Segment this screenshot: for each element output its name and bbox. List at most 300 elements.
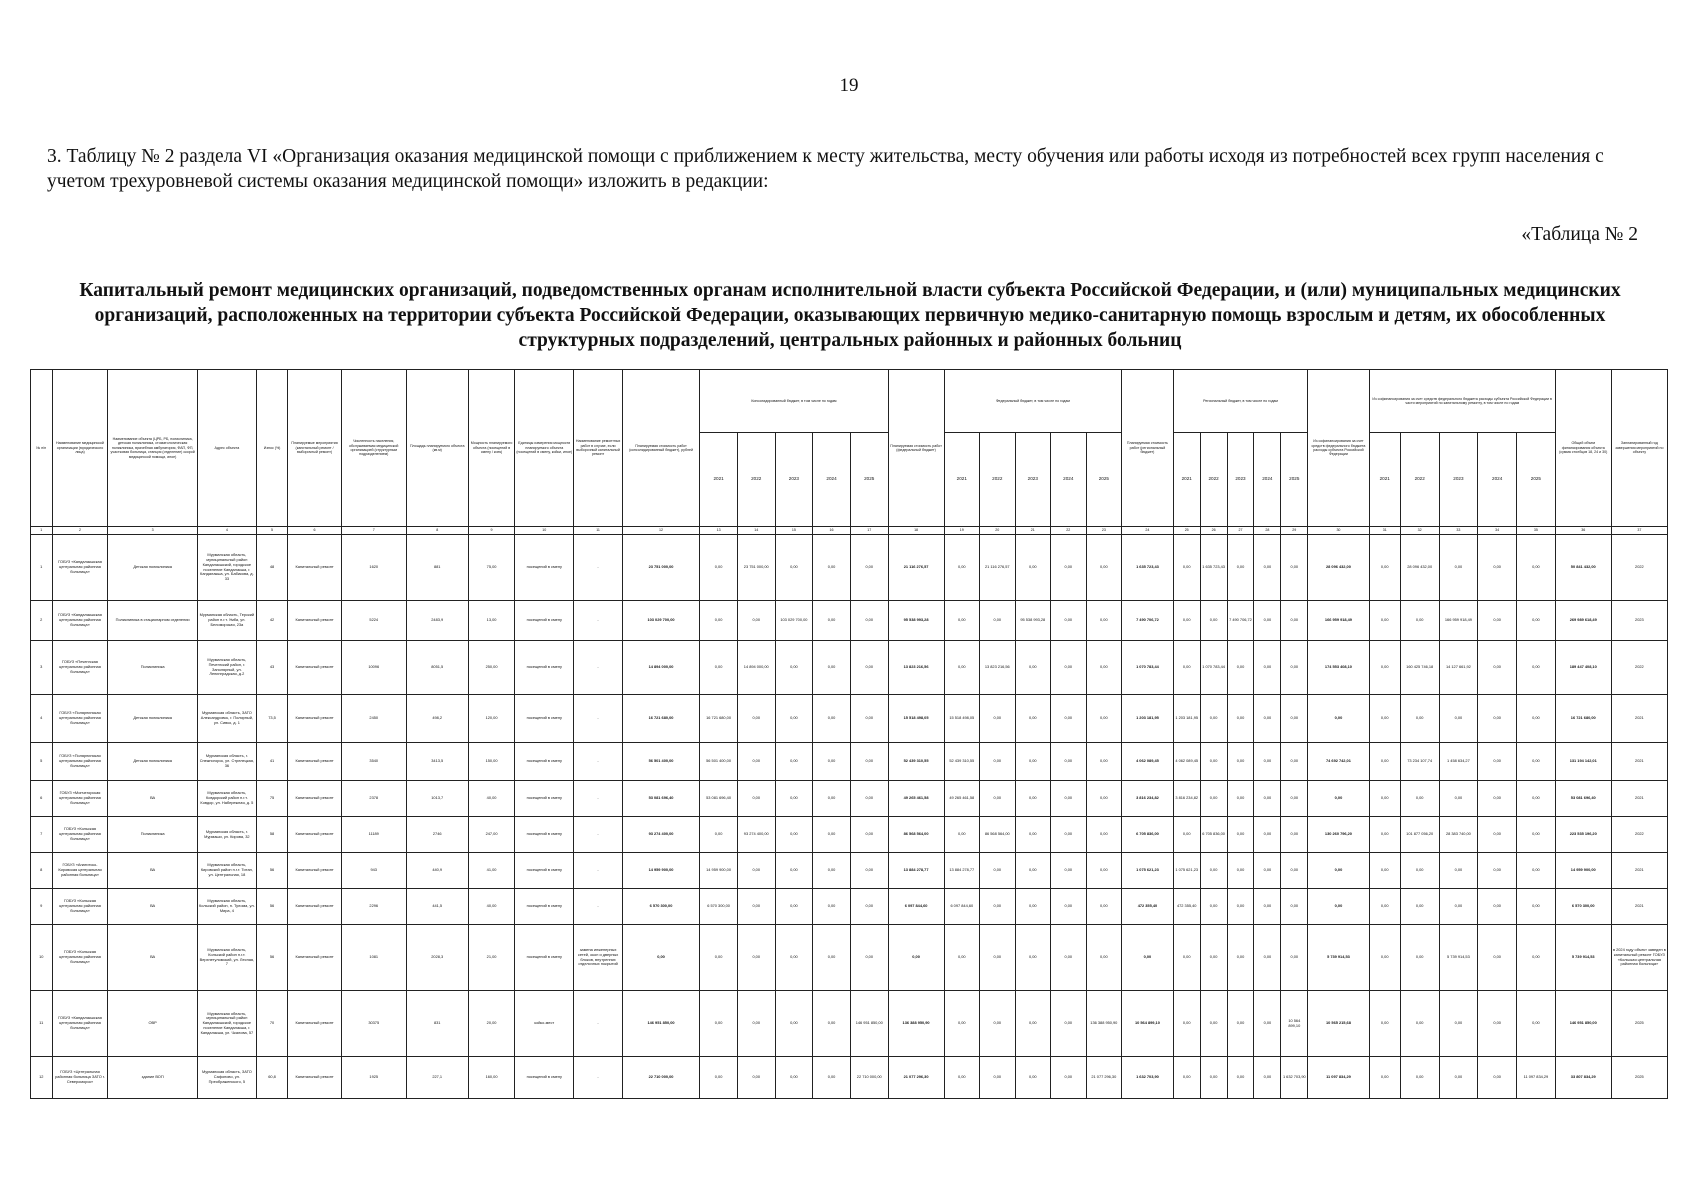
year-amount-cell: 0,00 [1051,991,1087,1057]
column-number-cell: 33 [1439,527,1478,535]
year-amount-cell: 0,00 [1439,853,1478,889]
fcost-cell: 86 568 564,00 [888,817,944,853]
year-amount-cell: 0,00 [1051,695,1087,743]
completion-year-cell: 2021 [1611,743,1667,781]
column-number-cell: 36 [1555,527,1611,535]
header-area: Площадь планируемого объекта (кв.м) [406,370,468,527]
year-amount-cell: 6 570 300,00 [700,889,738,925]
year-amount-cell: 0,00 [813,1057,851,1099]
completion-year-cell: 2021 [1611,781,1667,817]
year-amount-cell: 28 383 740,00 [1439,817,1478,853]
year-amount-cell: 0,00 [944,601,980,641]
year-amount-cell: 21 077 296,30 [1086,1057,1122,1099]
area-cell: 440,9 [406,853,468,889]
year-amount-cell: 95 538 993,28 [1015,601,1051,641]
column-number-cell: 27 [1227,527,1254,535]
year-amount-cell: 0,00 [775,695,813,743]
fcost-cell: 13 884 278,77 [888,853,944,889]
year-amount-cell: 1 070 783,44 [1200,641,1227,695]
year-amount-cell: 0,00 [775,781,813,817]
year-amount-cell: 0,00 [1254,781,1281,817]
wear-cell: 56 [256,889,287,925]
header-wear: Износ (%) [256,370,287,527]
year-amount-cell: 0,00 [1200,695,1227,743]
year-amount-cell: 1 632 703,90 [1281,1057,1308,1099]
total-cell: 189 447 408,10 [1555,641,1611,695]
year-amount-cell: 0,00 [1173,1057,1200,1099]
year-amount-cell: 0,00 [1173,641,1200,695]
year-header-cell: 2024 [813,433,851,527]
year-amount-cell: 0,00 [1281,781,1308,817]
area-cell: 8051,5 [406,641,468,695]
year-amount-cell: 0,00 [850,535,888,601]
table-row [31,925,1668,991]
year-amount-cell: 0,00 [980,695,1016,743]
cocost-cell: 28 096 432,00 [1308,535,1369,601]
year-amount-cell: 0,00 [980,925,1016,991]
year-amount-cell: 0,00 [1478,695,1517,743]
table-heading: Капитальный ремонт медицинских организаций, подведомственных органам исполнительной власти субъекта Российской Федерации, и (или) муниципальных медицинских организаций, расположенных на территории субъекта Российской Федерации, оказывающих первичную медико-санитарную помощь взрослым и детям, их обособленных структурных подразделений, центральных районных и районных больниц [79,280,1621,351]
year-amount-cell: 0,00 [944,641,980,695]
object-name-cell: ВА [108,781,197,817]
year-amount-cell: 0,00 [1227,695,1254,743]
year-amount-cell: 0,00 [1015,781,1051,817]
column-number-cell: 13 [700,527,738,535]
area-cell: 441,5 [406,889,468,925]
year-amount-cell: 0,00 [1439,1057,1478,1099]
column-number-cell: 25 [1173,527,1200,535]
year-amount-cell: 0,00 [1281,743,1308,781]
cost-cell: 6 570 300,00 [622,889,699,925]
year-amount-cell: 0,00 [700,601,738,641]
completion-year-cell: 2025 [1611,991,1667,1057]
area-cell: 2483,9 [406,601,468,641]
year-amount-cell: 21 116 276,57 [980,535,1016,601]
capacity-cell: 20,00 [468,991,514,1057]
year-amount-cell: 0,00 [1369,743,1400,781]
other-works-cell: - [574,889,622,925]
column-number-cell: 37 [1611,527,1667,535]
fcost-cell: 15 518 498,05 [888,695,944,743]
total-cell: 223 535 196,20 [1555,817,1611,853]
year-amount-cell: 0,00 [1517,641,1556,695]
org-name-cell: ГОБУЗ «Кандалакшская центральная районная больница» [52,535,108,601]
address-cell: Мурманская область, Ковдорский район п.г.т. Ковдор, ул. Набережная, д. 5 [197,781,256,817]
capacity-cell: 40,00 [468,889,514,925]
year-amount-cell: 14 959 900,00 [700,853,738,889]
address-cell: Мурманская область, Печенгский район, г. Заполярный, ул. Ленинградская, д.2 [197,641,256,695]
year-amount-cell: 0,00 [737,601,775,641]
population-cell: 2296 [341,889,406,925]
work-type-cell: Капитальный ремонт [288,817,342,853]
year-amount-cell: 0,00 [1254,535,1281,601]
row-number-cell: 6 [31,781,53,817]
cost-cell: 103 029 700,00 [622,601,699,641]
year-amount-cell: 0,00 [1281,889,1308,925]
row-number-cell: 12 [31,1057,53,1099]
year-amount-cell: 0,00 [1369,925,1400,991]
column-number-cell: 30 [1308,527,1369,535]
cocost-cell: 0,00 [1308,889,1369,925]
org-name-cell: ГОБУЗ «Печенгская центральная районная больница» [52,641,108,695]
year-amount-cell: 0,00 [1200,1057,1227,1099]
area-cell: 1013,7 [406,781,468,817]
year-amount-cell: 1 458 634,27 [1439,743,1478,781]
year-header-cell: 2023 [1227,433,1254,527]
completion-year-cell: 2025 [1611,1057,1667,1099]
year-amount-cell: 11 097 834,29 [1517,1057,1556,1099]
year-amount-cell: 0,00 [980,781,1016,817]
column-number-cell: 1 [31,527,53,535]
year-amount-cell: 0,00 [775,925,813,991]
capacity-cell: 41,00 [468,853,514,889]
year-header-cell: 2022 [1200,433,1227,527]
year-amount-cell: 0,00 [1086,641,1122,695]
address-cell: Мурманская область, Кольский район, п. Тулома, ул. Мира, 4 [197,889,256,925]
work-type-cell: Капитальный ремонт [288,1057,342,1099]
capacity-cell: 250,00 [468,641,514,695]
header-work-type: Планируемые мероприятия (капитальный ремонт / выборочный ремонт) [288,370,342,527]
total-cell: 269 989 618,49 [1555,601,1611,641]
year-amount-cell: 146 951 850,00 [850,991,888,1057]
capacity-cell: 160,00 [468,1057,514,1099]
year-header-cell: 2022 [737,433,775,527]
year-amount-cell: 0,00 [850,695,888,743]
year-amount-cell: 0,00 [1478,781,1517,817]
column-number-cell: 35 [1517,527,1556,535]
address-cell: Мурманская область, ЗАТО Александровск, г. Полярный, ул. Сивко, д. 1 [197,695,256,743]
year-amount-cell: 0,00 [1086,601,1122,641]
year-amount-cell: 0,00 [1517,817,1556,853]
cocost-cell: 0,00 [1308,695,1369,743]
column-number-cell: 18 [888,527,944,535]
year-amount-cell: 0,00 [1369,889,1400,925]
year-amount-cell: 0,00 [775,535,813,601]
year-amount-cell: 0,00 [1051,853,1087,889]
object-name-cell: Поликлиника в стационарном отделении [108,601,197,641]
year-header-cell: 2024 [1051,433,1087,527]
year-amount-cell: 0,00 [1281,601,1308,641]
address-cell: Мурманская область, г. Мурмаши, ул. Кирова, 32 [197,817,256,853]
year-amount-cell: 0,00 [1227,817,1254,853]
header-cofin-cost: Из софинансирования за счет средств федерального бюджета расходы субъекта Российской Федерации [1308,370,1369,527]
completion-year-cell: 2022 [1611,641,1667,695]
year-amount-cell: 0,00 [850,743,888,781]
year-amount-cell: 0,00 [1015,889,1051,925]
year-amount-cell: 0,00 [1086,817,1122,853]
year-amount-cell: 0,00 [1086,781,1122,817]
year-amount-cell: 0,00 [1369,641,1400,695]
work-type-cell: Капитальный ремонт [288,781,342,817]
wear-cell: 41 [256,743,287,781]
year-amount-cell: 0,00 [700,535,738,601]
year-amount-cell: 0,00 [850,601,888,641]
header-regional: Региональный бюджет, в том числе по годам [1173,370,1308,433]
column-number-cell: 31 [1369,527,1400,535]
year-amount-cell: 0,00 [1478,853,1517,889]
other-works-cell: замена инженерных сетей, окон и дверных блоков, внутренних отделочных покрытий [574,925,622,991]
column-number-cell: 20 [980,527,1016,535]
year-amount-cell: 0,00 [1281,925,1308,991]
year-amount-cell: 166 959 918,49 [1439,601,1478,641]
column-number-cell: 7 [341,527,406,535]
year-amount-cell: 472 355,40 [1173,889,1200,925]
address-cell: Мурманская область, муниципальный район Кандалакшский, городское поселение Кандалакша, г. Кандалакша, ул. Бабикова, д. 33 [197,535,256,601]
wear-cell: 75 [256,781,287,817]
header-consolidated: Консолидированный бюджет, в том числе по годам [700,370,888,433]
year-header-cell: 2024 [1478,433,1517,527]
year-amount-cell: 13 884 278,77 [944,853,980,889]
header-total: Общий объем финансирования объекта (сумма столбцов 18, 24 и 30) [1555,370,1611,527]
year-amount-cell: 0,00 [1400,695,1439,743]
year-amount-cell: 6 097 844,60 [944,889,980,925]
wear-cell: 73,5 [256,695,287,743]
column-number-cell: 2 [52,527,108,535]
work-type-cell: Капитальный ремонт [288,641,342,695]
header-population: Численность населения, обслуживаемая медицинской организацией (структурным подразделением) [341,370,406,527]
year-amount-cell: 0,00 [1015,695,1051,743]
year-amount-cell: 0,00 [1227,925,1254,991]
column-number-cell: 10 [515,527,574,535]
area-cell: 881 [406,535,468,601]
cost-cell: 56 501 400,00 [622,743,699,781]
address-cell: Мурманская область, г. Снежногорск, ул. Стрелецкая, 36 [197,743,256,781]
year-amount-cell: 3 816 234,82 [1173,781,1200,817]
page-number: 19 [839,75,859,96]
year-amount-cell: 93 274 400,00 [737,817,775,853]
year-amount-cell: 0,00 [1015,1057,1051,1099]
year-amount-cell: 0,00 [1517,853,1556,889]
population-cell: 1620 [341,535,406,601]
year-header-cell: 2023 [1439,433,1478,527]
year-amount-cell: 0,00 [1051,817,1087,853]
year-amount-cell: 0,00 [1369,535,1400,601]
year-amount-cell: 0,00 [980,743,1016,781]
year-amount-cell: 0,00 [813,743,851,781]
year-amount-cell: 0,00 [1015,853,1051,889]
cocost-cell: 74 692 742,01 [1308,743,1369,781]
org-name-cell: ГОБУЗ «Кольская центральная районная больница» [52,889,108,925]
completion-year-cell: 2021 [1611,695,1667,743]
year-amount-cell: 0,00 [1173,817,1200,853]
year-amount-cell: 0,00 [1051,1057,1087,1099]
table-row [31,641,1668,695]
total-cell: 5 739 914,53 [1555,925,1611,991]
fcost-cell: 52 439 310,55 [888,743,944,781]
rcost-cell: 6 705 836,00 [1122,817,1174,853]
total-cell: 131 194 142,01 [1555,743,1611,781]
org-name-cell: ГОБУЗ «Мончегорская центральная районная больница» [52,781,108,817]
year-amount-cell: 0,00 [813,695,851,743]
year-amount-cell: 160 425 746,18 [1400,641,1439,695]
year-header-cell: 2025 [1517,433,1556,527]
wear-cell: 43 [256,641,287,695]
org-name-cell: ГОБУЗ «Кольская центральная районная больница» [52,925,108,991]
year-amount-cell: 0,00 [1200,601,1227,641]
header-federal-cost: Планируемая стоимость работ (федеральный бюджет) [888,370,944,527]
year-amount-cell: 0,00 [1478,641,1517,695]
column-number-cell: 34 [1478,527,1517,535]
table-row [31,889,1668,925]
year-amount-cell: 0,00 [1369,853,1400,889]
cost-cell: 16 721 680,00 [622,695,699,743]
header-object: Наименование объекта (ЦРБ, РБ, поликлиника, детская поликлиника, стоматологическая поликлиника, врачебная амбулатория, ФАП, ФП, участковая больница, станция (отделение) скорой медицинской помощи, иное) [108,370,197,527]
year-amount-cell: 22 710 000,00 [850,1057,888,1099]
population-cell: 1081 [341,925,406,991]
year-header-cell: 2023 [775,433,813,527]
total-cell: 16 721 680,00 [1555,695,1611,743]
capacity-cell: 150,00 [468,743,514,781]
year-amount-cell: 0,00 [700,817,738,853]
other-works-cell: - [574,743,622,781]
year-amount-cell: 0,00 [1254,853,1281,889]
year-amount-cell: 0,00 [813,781,851,817]
year-amount-cell: 0,00 [1400,1057,1439,1099]
area-cell: 3413,5 [406,743,468,781]
year-amount-cell: 0,00 [1051,601,1087,641]
year-amount-cell: 0,00 [1015,743,1051,781]
column-number-cell: 28 [1254,527,1281,535]
rcost-cell: 1 632 703,90 [1122,1057,1174,1099]
year-amount-cell: 0,00 [1200,781,1227,817]
column-number-cell: 26 [1200,527,1227,535]
year-amount-cell: 0,00 [1281,535,1308,601]
column-number-cell: 21 [1015,527,1051,535]
work-type-cell: Капитальный ремонт [288,889,342,925]
rcost-cell: 7 490 706,72 [1122,601,1174,641]
rcost-cell: 472 355,40 [1122,889,1174,925]
column-number-cell: 11 [574,527,622,535]
year-amount-cell: 0,00 [1254,743,1281,781]
year-amount-cell: 0,00 [1227,991,1254,1057]
completion-year-cell: 2023 [1611,601,1667,641]
year-amount-cell: 0,00 [1200,889,1227,925]
work-type-cell: Капитальный ремонт [288,535,342,601]
table-caption: «Таблица № 2 [1521,224,1638,245]
year-amount-cell: 0,00 [737,781,775,817]
year-amount-cell: 0,00 [1051,781,1087,817]
year-amount-cell: 0,00 [850,889,888,925]
other-works-cell: - [574,695,622,743]
object-name-cell: ВА [108,889,197,925]
cost-cell: 22 710 000,00 [622,1057,699,1099]
table-body [31,527,1668,1099]
year-amount-cell: 0,00 [1478,889,1517,925]
org-name-cell: ГОБУЗ «Полярнинская центральная районная больница» [52,695,108,743]
completion-year-cell: 2022 [1611,817,1667,853]
year-amount-cell: 0,00 [1051,535,1087,601]
work-type-cell: Капитальный ремонт [288,601,342,641]
unit-cell: посещений в смену [515,743,574,781]
year-header-cell: 2022 [980,433,1016,527]
header-org: Наименование медицинской организации (юридического лица) [52,370,108,527]
year-amount-cell: 0,00 [775,1057,813,1099]
table-row [31,695,1668,743]
year-amount-cell: 0,00 [944,925,980,991]
year-amount-cell: 0,00 [1173,925,1200,991]
year-amount-cell: 0,00 [1478,743,1517,781]
year-amount-cell: 23 751 000,00 [737,535,775,601]
year-header-cell: 2023 [1015,433,1051,527]
year-amount-cell: 6 705 836,00 [1200,817,1227,853]
year-header-cell: 2024 [1254,433,1281,527]
year-amount-cell: 14 127 661,92 [1439,641,1478,695]
year-amount-cell: 0,00 [1227,1057,1254,1099]
rcost-cell: 10 564 899,10 [1122,991,1174,1057]
column-number-cell: 16 [813,527,851,535]
fcost-cell: 136 388 950,90 [888,991,944,1057]
area-cell: 831 [406,991,468,1057]
year-amount-cell: 0,00 [1478,535,1517,601]
object-name-cell: Детская поликлиника [108,535,197,601]
year-amount-cell: 0,00 [944,535,980,601]
unit-cell: посещений в смену [515,695,574,743]
year-amount-cell: 0,00 [1369,781,1400,817]
year-amount-cell: 0,00 [1517,695,1556,743]
work-type-cell: Капитальный ремонт [288,991,342,1057]
address-cell: Мурманская область, муниципальный район Кандалакшский, городское поселение Кандалакша, г. Кандалакша, ул. Чкалова, 57 [197,991,256,1057]
address-cell: Мурманская область, Кировский район п.г.т. Титан, ул. Центральная, 18 [197,853,256,889]
address-cell: Мурманская область, Кольский район п.г.т. Верхнетуломский, ул. Лесная, 7 [197,925,256,991]
work-type-cell: Капитальный ремонт [288,695,342,743]
object-name-cell: Детская поликлиника [108,743,197,781]
org-name-cell: ГОБУЗ «Кольская центральная районная больница» [52,817,108,853]
row-number-cell: 7 [31,817,53,853]
year-amount-cell: 0,00 [1227,535,1254,601]
table-row [31,781,1668,817]
header-unit: Единицы измерения мощности планируемого объекта (посещений в смену, койки, иное) [515,370,574,527]
fcost-cell: 21 116 276,57 [888,535,944,601]
row-number-cell: 5 [31,743,53,781]
year-amount-cell: 0,00 [1369,601,1400,641]
column-number-cell: 17 [850,527,888,535]
year-amount-cell: 0,00 [1254,695,1281,743]
total-cell: 53 081 696,40 [1555,781,1611,817]
wear-cell: 42 [256,601,287,641]
cocost-cell: 174 553 408,10 [1308,641,1369,695]
header-cofin: Из софинансирования за счет средств федерального бюджета расходы субъекта Российской Федерации в части мероприятий по капитальному ремонту, в том числе по годам [1369,370,1555,433]
column-number-cell: 3 [108,527,197,535]
year-amount-cell: 0,00 [813,889,851,925]
cocost-cell: 10 565 215,68 [1308,991,1369,1057]
wear-cell: 70 [256,991,287,1057]
cocost-cell: 5 739 914,53 [1308,925,1369,991]
year-amount-cell: 0,00 [775,889,813,925]
wear-cell: 56 [256,925,287,991]
unit-cell: посещений в смену [515,781,574,817]
year-amount-cell: 0,00 [1281,695,1308,743]
year-amount-cell: 0,00 [1478,1057,1517,1099]
year-amount-cell: 86 568 564,00 [980,817,1016,853]
year-amount-cell: 0,00 [980,991,1016,1057]
population-cell: 5224 [341,601,406,641]
column-number-cell: 5 [256,527,287,535]
rcost-cell: 1 070 783,44 [1122,641,1174,695]
year-amount-cell: 0,00 [1200,853,1227,889]
year-header-cell: 2021 [1369,433,1400,527]
year-header-cell: 2021 [1173,433,1200,527]
header-other-works: Наименование ремонтных работ в случае, если выборочный капитальный ремонт [574,370,622,527]
population-cell: 10096 [341,641,406,695]
cost-cell: 0,00 [622,925,699,991]
cocost-cell: 0,00 [1308,853,1369,889]
cost-cell: 146 951 850,00 [622,991,699,1057]
total-cell: 33 807 834,29 [1555,1057,1611,1099]
year-header-cell: 2025 [850,433,888,527]
object-name-cell: ВА [108,925,197,991]
wear-cell: 56 [256,853,287,889]
header-cost: Планируемая стоимость работ (консолидированный бюджет), рублей [622,370,699,527]
